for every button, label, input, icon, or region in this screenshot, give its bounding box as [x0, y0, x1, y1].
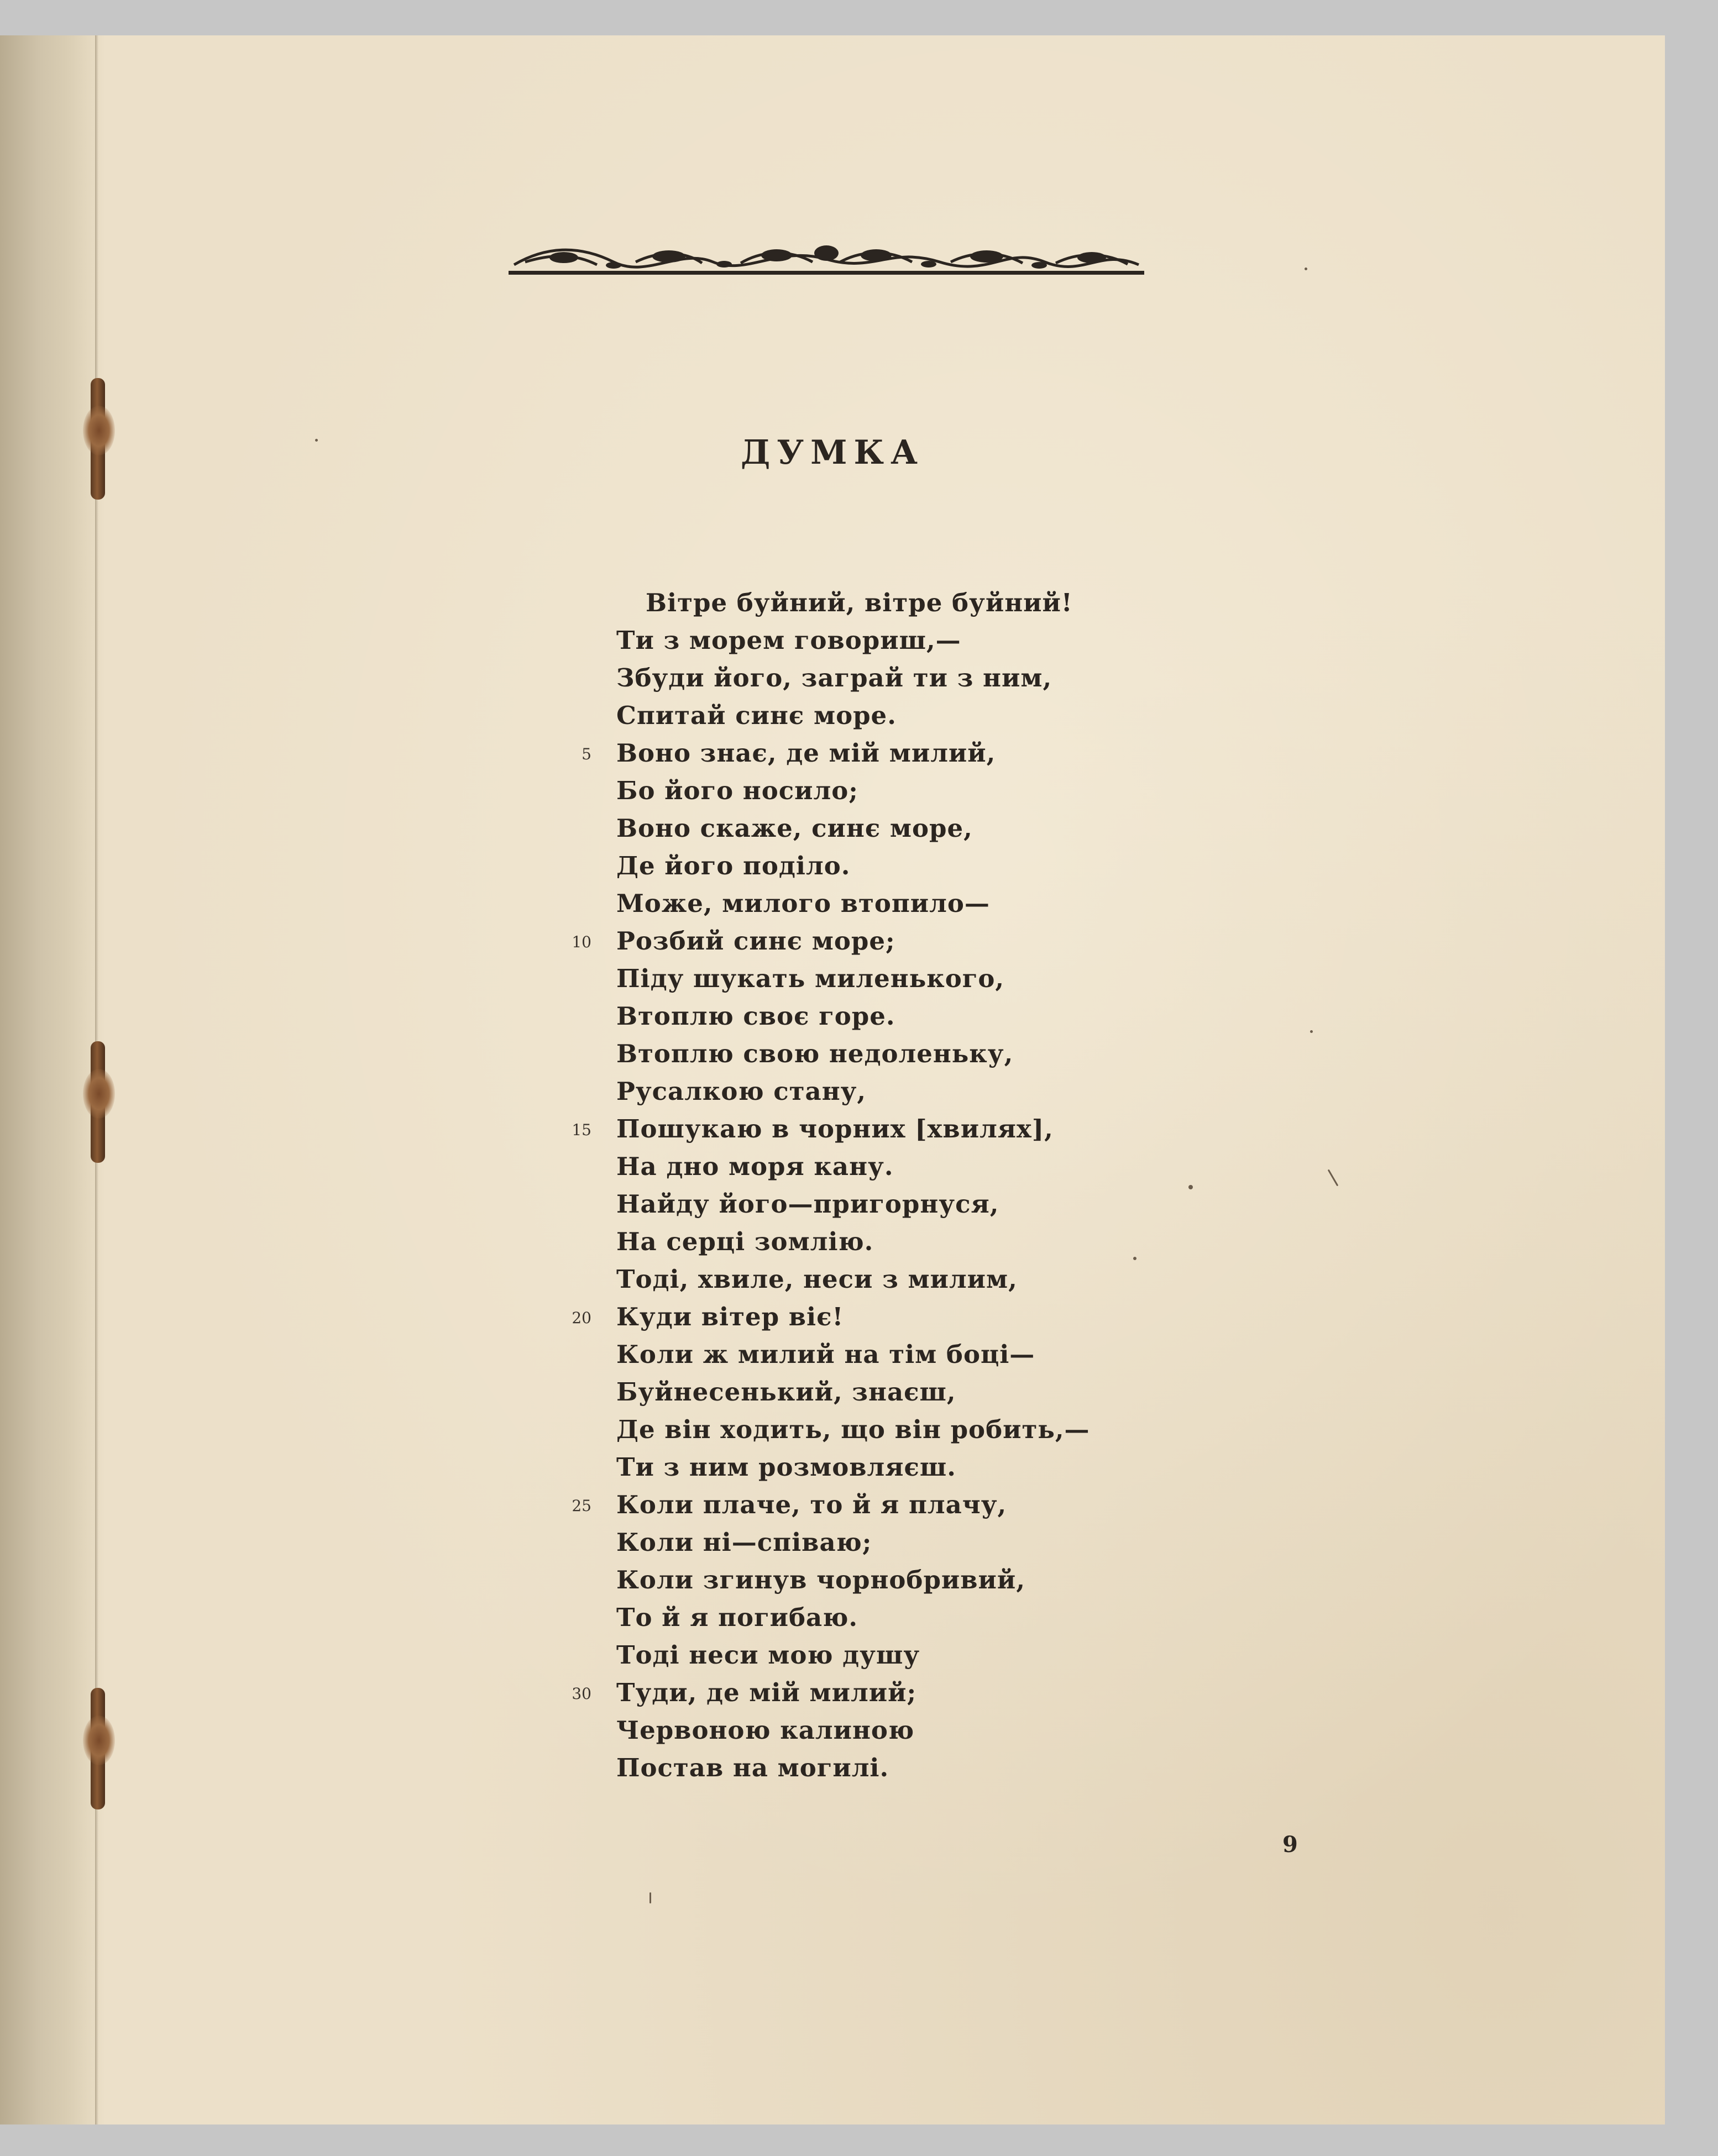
paper-speck — [1305, 267, 1307, 270]
staple-rust-stain — [83, 1069, 115, 1119]
poem-line: Коли згинув чорнобривий, — [616, 1565, 1025, 1594]
poem-line: Куди вітер віє! — [616, 1302, 844, 1331]
poem-line: Пошукаю в чорних [хвилях], — [616, 1114, 1054, 1143]
poem-line: Коли ж милий на тім боці— — [616, 1340, 1035, 1369]
poem-line: Коли ні—співаю; — [616, 1528, 872, 1557]
paper-speck — [1133, 1257, 1136, 1260]
line-number: 5 — [582, 745, 591, 763]
floral-rule-ornament-icon — [503, 234, 1150, 284]
paper-speck — [1188, 1185, 1193, 1189]
poem-line: Вітре буйний, вітре буйний! — [646, 588, 1073, 617]
book-page — [0, 35, 1665, 2124]
staple-icon — [83, 1041, 115, 1163]
poem-line: Ти з морем говориш,— — [616, 626, 961, 655]
staple-icon — [83, 1688, 115, 1809]
paper-scratch — [1328, 1169, 1339, 1187]
poem-line: Може, милого втопило— — [616, 889, 990, 918]
paper-speck — [1310, 1030, 1313, 1033]
poem-line: То й я погибаю. — [616, 1603, 858, 1632]
poem-line: Збуди його, заграй ти з ним, — [616, 663, 1052, 693]
page-number: 9 — [1282, 1832, 1298, 1858]
poem-line: Де його поділо. — [616, 851, 851, 880]
poem-line: На дно моря кану. — [616, 1152, 894, 1181]
poem-line: Постав на могилі. — [616, 1753, 889, 1782]
line-number: 10 — [572, 933, 591, 951]
poem-line: Піду шукать миленького, — [616, 964, 1005, 993]
line-number: 30 — [572, 1685, 591, 1703]
poem-line: Коли плаче, то й я плачу, — [616, 1490, 1007, 1519]
poem-line: Воно знає, де мій милий, — [616, 738, 996, 768]
poem-line: Найду його—пригорнуся, — [616, 1189, 999, 1219]
poem-line: Втоплю свою недоленьку, — [616, 1039, 1014, 1068]
poem-line: Тоді неси мою душу — [616, 1640, 920, 1670]
line-number: 20 — [572, 1309, 591, 1327]
poem-line: На серці зомлію. — [616, 1227, 874, 1256]
staple-rust-stain — [83, 1716, 115, 1765]
poem-line: Тоді, хвиле, неси з милим, — [616, 1265, 1018, 1294]
paper-speck — [315, 439, 318, 442]
poem-line: Спитай синє море. — [616, 701, 897, 730]
poem-line: Туди, де мій милий; — [616, 1678, 917, 1707]
poem-line: Червоною калиною — [616, 1716, 915, 1745]
poem-line: Де він ходить, що він робить,— — [616, 1415, 1090, 1444]
poem-line: Русалкою стану, — [616, 1077, 867, 1106]
line-number: 15 — [572, 1121, 591, 1139]
poem-line: Розбий синє море; — [616, 926, 895, 956]
poem-line: Воно скаже, синє море, — [616, 814, 973, 843]
poem-line: Бо його носило; — [616, 776, 858, 805]
poem-line: Втоплю своє горе. — [616, 1001, 895, 1031]
paper-scratch — [650, 1892, 651, 1903]
poem-line: Ти з ним розмовляєш. — [616, 1452, 956, 1482]
line-number: 25 — [572, 1497, 591, 1515]
poem-line: Буйнесенький, знаєш, — [616, 1377, 956, 1407]
poem-title: ДУМКА — [741, 433, 924, 472]
